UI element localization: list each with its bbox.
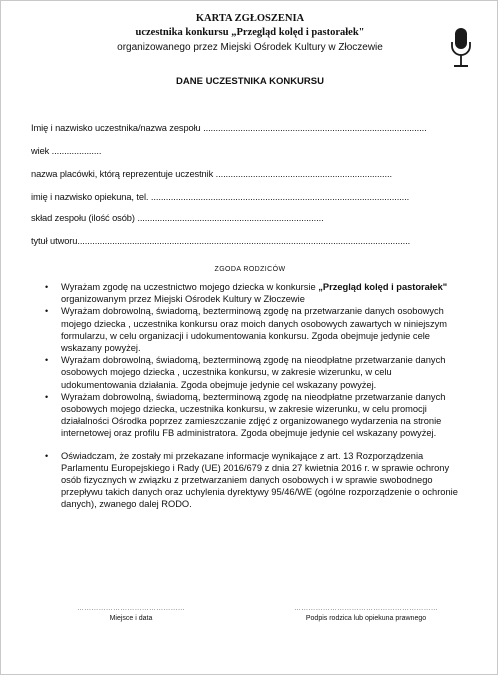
form-title: KARTA ZGŁOSZENIA xyxy=(195,13,305,24)
place-date-line[interactable]: ……………………………………… xyxy=(77,605,185,612)
bullet-icon: • xyxy=(45,282,49,292)
form-subtitle xyxy=(1,27,498,38)
consent-item-text: organizowanym przez Miejski Ośrodek Kultury w Złoczewie xyxy=(61,294,305,305)
contest-name: „Przegląd kolęd i pastorałek" xyxy=(231,27,365,38)
guardian-signature xyxy=(291,605,441,622)
institution-field[interactable]: nazwa placówki, którą reprezentuje uczestnik ....................................................................... xyxy=(31,169,392,179)
song-title-field[interactable]: tytuł utworu...................................................................................................................................... xyxy=(31,236,411,246)
consent-item-rodo xyxy=(43,450,463,511)
section-heading: DANE UCZESTNIKA KONKURSU xyxy=(176,76,324,87)
bullet-icon: • xyxy=(45,391,49,402)
consent-item-data-processing xyxy=(43,305,463,354)
guardian-field[interactable]: imię i nazwisko opiekuna, tel. ........................................................................................................ xyxy=(31,192,410,202)
consent-item-participation xyxy=(43,281,463,305)
consent-item-text: Oświadczam, że zostały mi przekazane informacje wynikające z art. 13 Rozporządzenia Parlamentu Europejskiego i Rady (UE) 2016/679 z dnia 27 kwietnia 2016 r. w sprawie ochrony osób fizycznych w związku z przetwarzaniem danych osobowych i w sprawie swobodnego przepływu takich danych oraz uchylenia dyrektywy 95/46/WE (ogólne rozporządzenie o ochronie danych), zwanego dalej RODO. xyxy=(61,450,458,510)
guardian-signature-label: Podpis rodzica lub opiekuna prawnego xyxy=(305,615,427,622)
form-subtitle-prefix: uczestnika konkursu xyxy=(135,27,232,38)
consent-heading: ZGODA RODZICÓW xyxy=(214,266,286,273)
bullet-icon: • xyxy=(45,450,49,461)
participant-name-field[interactable]: Imię i nazwisko uczestnika/nazwa zespołu .......................................................................................... xyxy=(31,123,427,133)
guardian-signature-line[interactable]: …………………………………………………… xyxy=(294,605,438,612)
consent-item-image-promotion xyxy=(43,391,463,440)
consent-item-text: Wyrażam zgodę na uczestnictwo mojego dziecka w konkursie xyxy=(61,282,319,292)
contest-name-bold: „Przegląd kolęd i pastorałek" xyxy=(318,282,448,292)
microphone-icon xyxy=(448,27,474,71)
consent-item-image-documentation xyxy=(43,354,463,391)
bullet-icon: • xyxy=(45,355,49,366)
consent-item-text: Wyrażam dobrowolną, świadomą, bezterminową zgodę na nieodpłatne przetwarzanie danych osobowych mojego dziecka , uczestnika konkursu, w zakresie wizerunku, w celu udokumentowania działania. Zgoda obejmuje jedynie cel wskazany powyżej. xyxy=(61,355,446,390)
consent-list xyxy=(43,281,463,511)
place-date-label: Miejsce i data xyxy=(109,615,153,622)
organizer-line: organizowanego przez Miejski Ośrodek Kultury w Złoczewie xyxy=(117,42,383,53)
place-date-signature xyxy=(76,605,186,622)
age-field[interactable]: wiek .................... xyxy=(31,146,102,156)
consent-item-text: Wyrażam dobrowolną, świadomą, bezterminową zgodę na przetwarzanie danych osobowych mojego dziecka , uczestnika konkursu oraz moich danych osobowych zawartych w niniejszym formularzu, w celu organizacji i udokumentowania konkursu. Zgoda obejmuje jedynie cele wskazany powyżej. xyxy=(61,306,447,354)
group-size-field[interactable]: skład zespołu (ilość osób) ........................................................................... xyxy=(31,213,324,223)
bullet-icon: • xyxy=(45,306,49,317)
consent-item-text: Wyrażam dobrowolną, świadomą, bezterminową zgodę na nieodpłatne przetwarzanie danych osobowych mojego dziecka, uczestnika konkursu, w zakresie wizerunku, w celu promocji działalności Ośrodka poprzez zamieszczanie zdjęć z organizowanego wydarzenia na stronie internetowej oraz profilu FB administratora. Zgoda obejmuje jedynie cel wskazany powyżej. xyxy=(61,391,446,439)
